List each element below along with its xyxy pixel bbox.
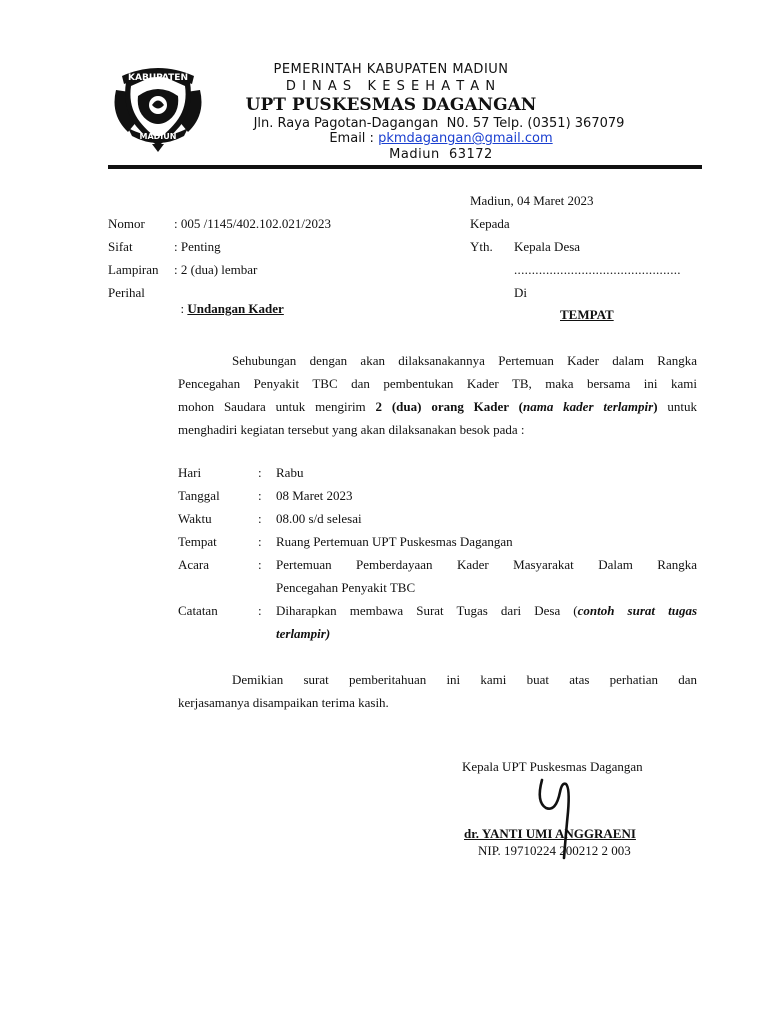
nomor-label: Nomor xyxy=(108,216,145,231)
perihal-label: Perihal xyxy=(108,285,145,300)
tanggal-value: 08 Maret 2023 xyxy=(276,488,353,503)
body-text-2: Pencegahan Penyakit TBC dan pembentukan Kader TB, maka bersama ini kami xyxy=(178,376,697,391)
acara-value-2: Pencegahan Penyakit TBC xyxy=(276,580,416,595)
body-line-3 xyxy=(178,395,697,418)
catatan-colon: : xyxy=(258,603,262,618)
addressee-name: Kepala Desa xyxy=(514,239,581,254)
regency-logo xyxy=(108,60,208,152)
perihal-colon: : xyxy=(180,301,188,316)
date-line: Madiun, 04 Maret 2023 xyxy=(470,193,594,208)
body-text-3b: 2 (dua) orang Kader ( xyxy=(375,399,523,414)
closing-line-1 xyxy=(232,668,697,691)
addressee-dots: ............................................... xyxy=(514,262,681,277)
logo-top-text: KABUPATEN xyxy=(128,73,188,83)
perihal-row xyxy=(174,285,284,317)
acara-value-1 xyxy=(276,557,697,573)
body-text-1: Sehubungan dengan akan dilaksanakannya Pertemuan Kader dalam Rangka xyxy=(232,353,697,368)
email-line xyxy=(230,131,652,146)
kepada-label: Kepada xyxy=(470,216,510,231)
letterhead-divider xyxy=(108,165,702,169)
closing-text-1: Demikian surat pemberitahuan ini kami buat atas perhatian dan xyxy=(232,672,697,687)
email-link[interactable]: pkmdagangan@gmail.com xyxy=(378,131,553,146)
body-text-3e: untuk xyxy=(657,399,697,414)
waktu-colon: : xyxy=(258,511,262,526)
tempat-label: Tempat xyxy=(178,534,217,549)
org-name: UPT PUSKESMAS DAGANGAN xyxy=(245,95,537,115)
tempat-value: Ruang Pertemuan UPT Puskesmas Dagangan xyxy=(276,534,513,549)
gov-name: PEMERINTAH KABUPATEN MADIUN xyxy=(273,62,509,77)
hari-label: Hari xyxy=(178,465,202,480)
logo-bottom-text: MADIUN xyxy=(139,132,177,141)
catatan-text-1b: contoh surat tugas xyxy=(577,603,697,618)
waktu-value: 08.00 s/d selesai xyxy=(276,511,362,526)
body-line-2 xyxy=(178,372,697,395)
dept-name: D I N A S K E S E H A T A N xyxy=(285,79,497,94)
body-text-3d: ) xyxy=(653,399,658,414)
lampiran-label: Lampiran xyxy=(108,262,159,277)
catatan-value-2: terlampir) xyxy=(276,626,331,641)
org-address: Jln. Raya Pagotan-Dagangan N0. 57 Telp. (0351) 367079 xyxy=(253,116,625,131)
catatan-label: Catatan xyxy=(178,603,218,618)
body-line-1 xyxy=(232,349,697,372)
tanggal-colon: : xyxy=(258,488,262,503)
perihal-value: Undangan Kader xyxy=(187,301,284,316)
catatan-text-1a: Diharapkan membawa Surat Tugas dari Desa ( xyxy=(276,603,578,618)
hari-value: Rabu xyxy=(276,465,304,480)
signatory-title: Kepala UPT Puskesmas Dagangan xyxy=(462,759,643,774)
nomor-value: : 005 /1145/402.102.021/2023 xyxy=(174,216,331,231)
closing-line-2: kerjasamanya disampaikan terima kasih. xyxy=(178,695,389,710)
city-line: Madiun 63172 xyxy=(389,147,493,162)
acara-colon: : xyxy=(258,557,262,572)
yth-label: Yth. xyxy=(470,239,493,254)
signatory-nip: NIP. 19710224 200212 2 003 xyxy=(478,843,631,858)
tanggal-label: Tanggal xyxy=(178,488,220,503)
acara-text-1: Pertemuan Pemberdayaan Kader Masyarakat Dalam Rangka xyxy=(276,557,697,572)
tempat-colon: : xyxy=(258,534,262,549)
hari-colon: : xyxy=(258,465,262,480)
signatory-name: dr. YANTI UMI ANGGRAENI xyxy=(464,826,636,841)
di-label: Di xyxy=(514,285,527,300)
sifat-label: Sifat xyxy=(108,239,133,254)
catatan-value-1 xyxy=(276,603,697,619)
waktu-label: Waktu xyxy=(178,511,212,526)
sifat-value: : Penting xyxy=(174,239,221,254)
body-text-3c: nama kader terlampir xyxy=(522,399,654,414)
lampiran-value: : 2 (dua) lembar xyxy=(174,262,258,277)
body-text-3a: mohon Saudara untuk mengirim xyxy=(178,399,376,414)
body-line-4: menghadiri kegiatan tersebut yang akan dilaksanakan besok pada : xyxy=(178,422,525,437)
email-label: Email : xyxy=(329,131,379,146)
tempat-heading: TEMPAT xyxy=(560,307,614,322)
acara-label: Acara xyxy=(178,557,210,572)
